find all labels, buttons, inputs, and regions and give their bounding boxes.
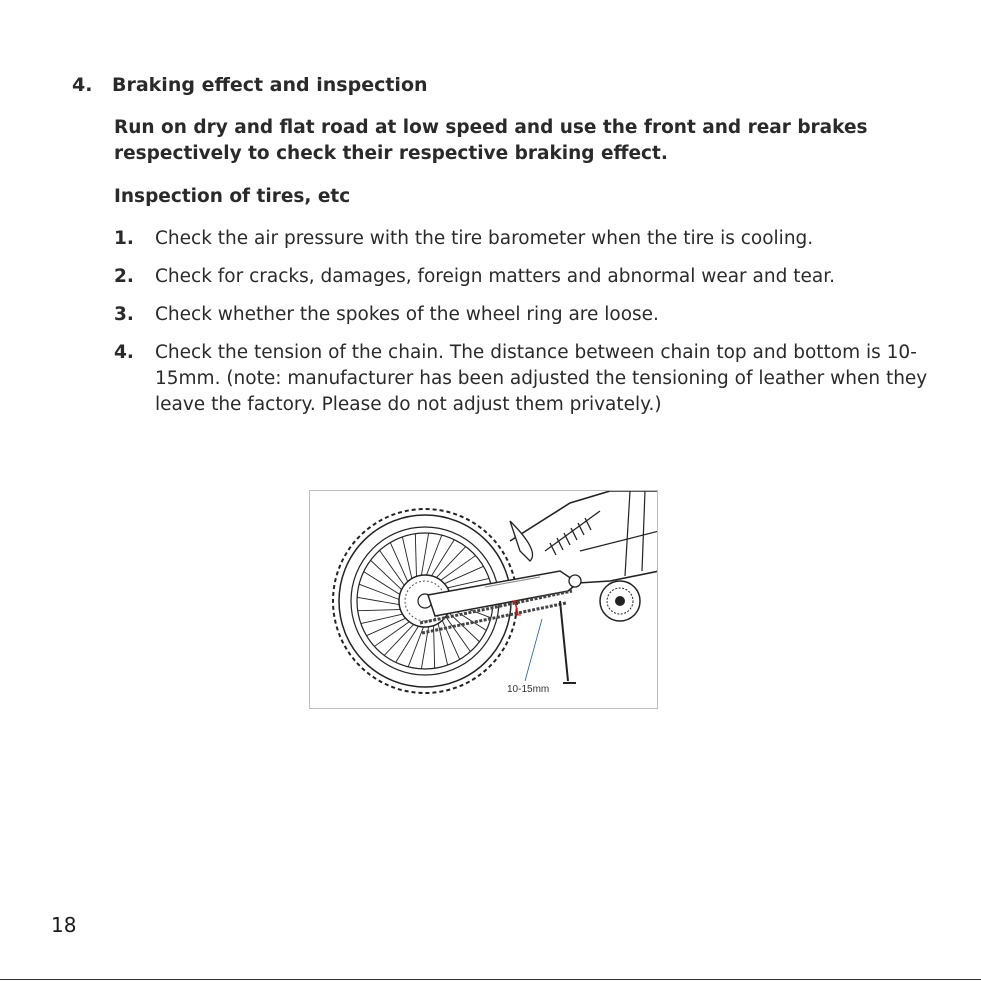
section-number: 4. bbox=[72, 74, 93, 96]
list-item-number: 1. bbox=[114, 228, 134, 249]
list-item-text: Check the air pressure with the tire barometer when the tire is cooling. bbox=[155, 228, 814, 249]
tires-heading: Inspection of tires, etc bbox=[114, 186, 351, 207]
list-item-text: Check the tension of the chain. The distance between chain top and bottom is 10-15mm. (note: manufacturer has been adjusted the tensioning of leather when they leave the factory. Please do not adjust them privately.) bbox=[155, 342, 928, 415]
footer-divider bbox=[0, 979, 981, 980]
inspection-list bbox=[114, 226, 944, 418]
list-item bbox=[114, 264, 944, 290]
section-heading bbox=[72, 74, 428, 96]
list-item-number: 4. bbox=[114, 342, 134, 363]
chain-tension-figure bbox=[309, 490, 658, 709]
page-number: 18 bbox=[51, 913, 77, 937]
section-title: Braking effect and inspection bbox=[112, 74, 428, 96]
list-item-number: 3. bbox=[114, 304, 134, 325]
list-item bbox=[114, 340, 944, 418]
bike-rear-wheel-illustration bbox=[310, 491, 658, 709]
list-item bbox=[114, 226, 944, 252]
list-item-text: Check for cracks, damages, foreign matters and abnormal wear and tear. bbox=[155, 266, 835, 287]
chain-slack-label: 10-15mm bbox=[507, 684, 550, 695]
intro-paragraph: Run on dry and flat road at low speed and use the front and rear brakes respectively to check their respective braking effect. bbox=[114, 117, 868, 164]
list-item-number: 2. bbox=[114, 266, 134, 287]
list-item bbox=[114, 302, 944, 328]
list-item-text: Check whether the spokes of the wheel ring are loose. bbox=[155, 304, 659, 325]
